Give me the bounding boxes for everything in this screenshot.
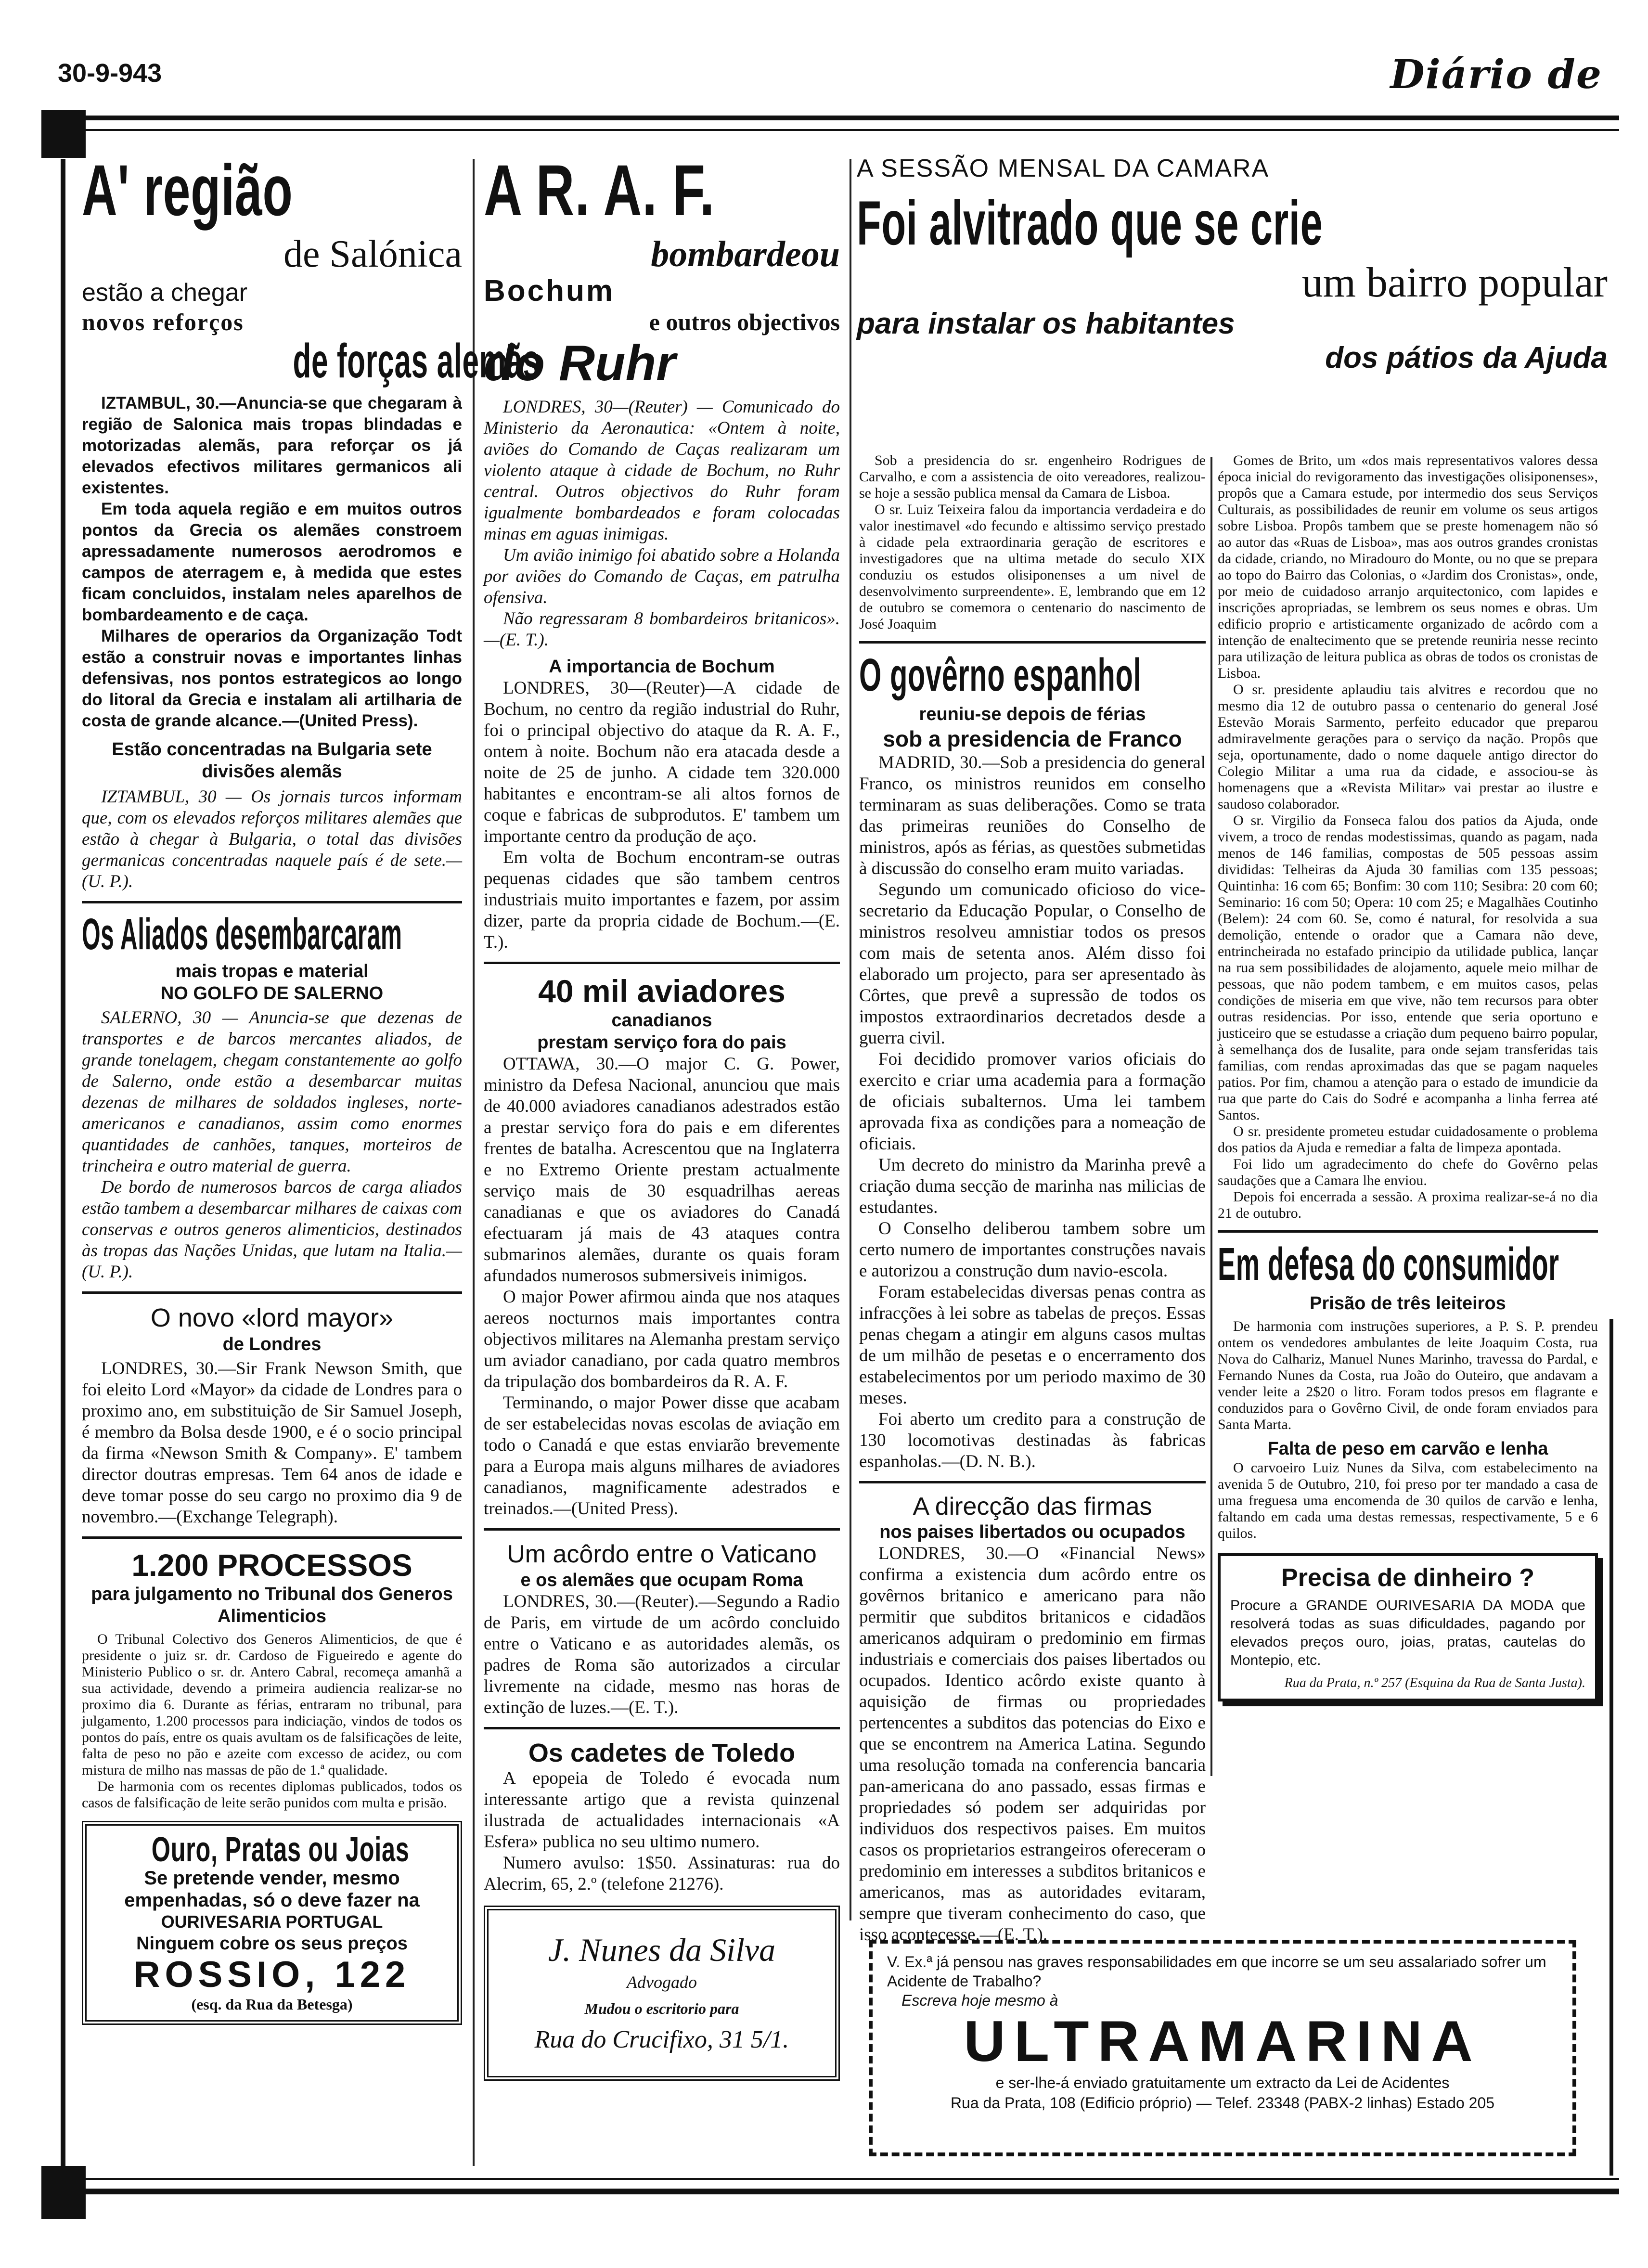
headline-line: bombardeou: [651, 234, 840, 274]
subheading: NO GOLFO DE SALERNO: [160, 983, 384, 1004]
subheading: prestam serviço fora do pais: [537, 1032, 786, 1053]
subheading: para julgamento no Tribunal dos Generos Alimenticios: [91, 1584, 453, 1626]
ad-text: Advogado: [627, 1972, 697, 1992]
headline: Os Aliados desembarcaram: [82, 910, 402, 959]
top-rule: [48, 116, 1619, 131]
paragraph: LONDRES, 30.—O «Financial News» confirma a existencia dum acôrdo entre os govêrnos britanico e americano para não permitir que subditos britanicos e cidadãos americanos adquiram o predominio em firmas industriais e comerciais dos paises libertados ou ocupados. Identico acôrdo existe quanto à aquisição de firmas ou propriedades pertencentes a subditos das potencias do Eixo e que se encontrem na America Latina. Segundo uma resolução tomada na conferencia bancaria pan-americana do ano passado, essas firmas e propriedades só podem ser adquiridas por individuos dos respectivos paises. Em muitos casos os proprietarios estrangeiros ofereceram o predominio em interesses a subditos britanicos e americanos, mas as autoridades evitaram, sempre que tiveram conhecimento do caso, que isso acontecesse.—(E. T.).: [859, 1544, 1206, 1945]
paragraph: O Tribunal Colectivo dos Generos Alimenticios, de que é presidente o juiz sr. dr. Cardoso de Figueiredo e agente do Ministerio Publico o sr. dr. Antero Cabral, recomeça amanhã a sua actividade, devendo a primeira audiencia realizar-se no proximo dia 6. Durante as férias, entraram no tribunal, para julgamento, 1.200 processos para indiciação, vindos de todos os pontos do país, entre os quais avultam os de falsificações de leite, falta de peso no pão e azeite com excesso de acidez, ou com mistura de milho nas massas de pão de 1.ª qualidade.: [82, 1631, 462, 1778]
headline: Um acôrdo entre o Vaticano: [507, 1540, 817, 1568]
headline-line: de Salónica: [283, 233, 462, 275]
paragraph: SALERNO, 30 — Anuncia-se que dezenas de transportes e de barcos mercantes aliados, de grande tonelagem, chegam constantemente ao golfo de Salerno, onde estão a desembarcar muitas dezenas de milhares de soldados ingleses, norte-americanos e canadianos, assim como enormes quantidades de canhões, tanques, morteiros de trincheira e outro material de guerra.: [82, 1008, 462, 1176]
ad-address: Rua do Crucifixo, 31 5/1.: [534, 2026, 789, 2053]
column-rule: [1210, 457, 1212, 1776]
paragraph: LONDRES, 30—(Reuter) — Comunicado do Ministerio da Aeronautica: «Ontem à noite, aviões do Comando de Caças realizaram um violento ataque à cidade de Bochum, no Ruhr central. Outros objectivos do Ruhr foram igualmente bombardeados e foram colocadas minas em aguas inimigas.: [484, 397, 840, 544]
bottom-rule: [48, 2178, 1619, 2194]
ad-text: V. Ex.ª já pensou nas graves responsabilidades em que incorre se um seu assalariado sofrer um Acidente de Trabalho?: [887, 1953, 1546, 1990]
paragraph: MADRID, 30.—Sob a presidencia do general Franco, os ministros reunidos em conselho terminaram as suas deliberações. Como se trata das primeiras reuniões do Conselho de ministros, após as férias, as questões submetidas à discussão do conselho eram muito variadas.: [859, 753, 1206, 878]
headline-line: Bochum: [484, 274, 615, 308]
column-4: [1218, 452, 1598, 1701]
paragraph: A epopeia de Toledo é evocada num interessante artigo que a revista quinzenal ilustrada de actualidades internacionais «A Esfera» publica no seu ultimo numero.: [484, 1768, 840, 1852]
headline: Em defesa do consumidor: [1218, 1238, 1559, 1290]
divider: [859, 1481, 1206, 1483]
paragraph: Foi aberto um credito para a construção de 130 locomotivas destinadas às fabricas espanholas.—(D. N. B.).: [859, 1409, 1206, 1471]
subheading: reuniu-se depois de férias: [919, 704, 1146, 724]
ad-headline: Ouro, Pratas ou Joias: [151, 1830, 410, 1869]
headline: O govêrno espanhol: [859, 649, 1142, 701]
subheading: de Londres: [222, 1334, 322, 1354]
paragraph: OTTAWA, 30.—O major C. G. Power, ministro da Defesa Nacional, anunciou que mais de 40.000 aviadores canadianos adestrados estão a prestar serviço fora do pais e em diferentes frentes de batalha. Acrescentou que na Inglaterra e no Extremo Oriente prestam actualmente serviço mais de 30 esquadrilhas aereas canadianas e que os aviadores do Canadá efectuaram já mais de 43 ataques contra submarinos alemães, durante os quais foram afundados numerosos submersiveis inimigos.: [484, 1054, 840, 1286]
paragraph: Um avião inimigo foi abatido sobre a Holanda por aviões do Comando de Caças, em patrulha ofensiva.: [484, 545, 840, 607]
headline: Foi alvitrado que se crie: [857, 188, 1323, 258]
paragraph: O sr. Luiz Teixeira falou da importancia verdadeira e do valor inestimavel «do fecundo e altissimo serviço prestado à cidade pela extraordinaria geração de escritores e investigadores que na ultima metade do seculo XIX conduziu os estudos olisiponenses a um nivel de desenvolvimento surpreendente». E, lembrando que em 12 de outubro se comemora o centenario do nascimento de José Joaquim: [859, 502, 1206, 632]
paragraph: Milhares de operarios da Organização Todt estão a construir novas e importantes linhas defensivas, nos pontos estrategicos ao longo do litoral da Grecia e instalam ali artilharia de costa de grande alcance.—(United Press).: [82, 627, 462, 730]
ad-text: Escreva hoje mesmo à: [901, 1992, 1058, 2009]
ad-ultramarina: [869, 1940, 1576, 2156]
article-processos: [82, 1547, 462, 1811]
divider: [82, 901, 462, 903]
masthead: [58, 52, 1602, 98]
article-aviadores: [484, 973, 840, 1520]
column-1: [82, 150, 540, 2025]
headline-line: um bairro popular: [1301, 259, 1608, 306]
paragraph: Terminando, o major Power disse que acabam de ser estabelecidas novas escolas de aviação em todo o Canadá e que estas enviarão brevemente para a Europa mais alguns milhares de aviadores canadianos, magnificamente adestrados e treinados.—(United Press).: [484, 1393, 840, 1519]
corner-ornament: [41, 110, 86, 158]
paragraph: IZTAMBUL, 30 — Os jornais turcos informam que, com os elevados reforços militares alemães que estão à chegar à Bulgaria, o total das divisões germanicas concentradas naquele país é de sete.—(U. P.).: [82, 787, 462, 891]
left-border-rule: [61, 159, 65, 2166]
ad-text: Ninguem cobre os seus preços: [136, 1933, 408, 1954]
subheading: e os alemães que ocupam Roma: [520, 1570, 803, 1590]
ad-advogado: [484, 1906, 840, 2081]
paragraph: IZTAMBUL, 30.—Anuncia-se que chegaram à região de Salonica mais tropas blindadas e motorizadas alemãs, para reforçar os já elevados efectivos militares germanicos ali existentes.: [82, 394, 462, 497]
subheading: canadianos: [611, 1010, 712, 1031]
headline-line: para instalar os habitantes: [857, 307, 1235, 340]
article-lord-mayor: [82, 1302, 462, 1528]
ad-address: Rua da Prata, n.º 257 (Esquina da Rua de Santa Justa).: [1284, 1675, 1585, 1690]
divider: [82, 1536, 462, 1539]
ad-text: e ser-lhe-á enviado gratuitamente um extracto da Lei de Acidentes: [995, 2074, 1450, 2091]
divider: [484, 1727, 840, 1729]
divider: [484, 962, 840, 964]
paragraph: Foi lido um agradecimento do chefe do Govêrno pelas saudações que a Camara lhe enviou.: [1218, 1156, 1598, 1188]
article-direccao-firmas: [859, 1492, 1206, 1946]
paragraph: Gomes de Brito, um «dos mais representativos valores dessa época inicial do revigoramento das investigações olisiponenses», propôs que a Camara estude, por intermedio dos seus Serviços Culturais, as possibilidades de reunir em volume os seus artigos sobre Lisboa. Propôs tambem que se preste homenagem não só ao autor das «Ruas de Lisboa», mas aos outros grandes cronistas da cidade, criando, no Miradouro do Monte, ou no que se prepara ao topo do Bairro das Colonias, o «Jardim dos Cronistas», onde, por meio de cuidadoso arranjo arquitectonico, com lapides e inscrições apropriadas, se lembrem os seus nomes e obras. Um edificio proprio e artisticamente organizado de acôrdo com a intenção de enaltecimento que se pretende reuniria nesse recinto para utilização de leitura publica as obras de todos os cronistas de Lisboa.: [1218, 452, 1598, 681]
column-2: [484, 150, 840, 2081]
paragraph: Numero avulso: 1$50. Assinaturas: rua do Alecrim, 65, 2.º (telefone 21276).: [484, 1853, 840, 1894]
paragraph: Segundo um comunicado oficioso do vice-secretario da Educação Popular, o Conselho de ministros resolveu amnistiar todos os presos com mais de setenta anos. Além disso foi elaborado um projecto, para ser apresentado às Côrtes, que prevê a supressão de todos os impostos extraordinarios decretados desde a guerra civil.: [859, 880, 1206, 1048]
subheading: nos paises libertados ou ocupados: [879, 1522, 1185, 1542]
corner-ornament: [41, 2166, 86, 2219]
subheading: Falta de peso em carvão e lenha: [1267, 1439, 1548, 1459]
subheading: sob a presidencia de Franco: [883, 726, 1182, 751]
headline: A direcção das firmas: [913, 1493, 1152, 1521]
divider: [859, 641, 1206, 644]
divider: [1218, 1230, 1598, 1233]
paragraph: Um decreto do ministro da Marinha prevê a criação duma secção de marinha nas milicias de estudantes.: [859, 1155, 1206, 1217]
paragraph: O sr. presidente aplaudiu tais alvitres e recordou que no mesmo dia 12 de outubro passa o centenario do general José Estevão Morais Sarmento, perfeito educador que preparou admiravelmente gerações para o serviço da nação. Propôs que seja, oportunamente, dado o nome daquele antigo director do Colegio Militar a uma rua da cidade, e associou-se às homenagens que a «Revista Militar» vai prestar ao ilustre e saudoso colaborador.: [1218, 682, 1598, 812]
column-3: [859, 452, 1206, 1946]
paragraph: Em volta de Bochum encontram-se outras pequenas cidades que são tambem centros industriais muito importantes e fazem, por assim dizer, parte da propria cidade de Bochum.—(E. T.).: [484, 848, 840, 952]
article-raf: [484, 150, 840, 953]
headline-line: novos reforços: [82, 309, 244, 335]
ad-text: Se pretende vender, mesmo empenhadas, só o deve fazer na: [124, 1868, 420, 1911]
headline: Os cadetes de Toledo: [528, 1739, 796, 1767]
ad-text: Procure a GRANDE OURIVESARIA DA MODA que resolverá todas as suas dificuldades, pagando por elevados preços ouro, joias, pratas, cautelas do Montepio, etc.: [1230, 1598, 1585, 1668]
article-aliados: [82, 912, 462, 1283]
headline: A' região: [82, 150, 293, 231]
column-rule: [850, 159, 851, 1920]
newspaper-title: Diário de: [1390, 52, 1602, 98]
kicker: A SESSÃO MENSAL DA CAMARA: [857, 155, 1270, 182]
column-rule: [473, 159, 475, 2166]
paragraph: LONDRES, 30—(Reuter)—A cidade de Bochum, no centro da região industrial do Ruhr, foi o principal objectivo do ataque da R. A. F., ontem à noite. Bochum não era atacada desde a noite de 25 de junho. A cidade tem 320.000 habitantes e encontram-se ali altos fornos de coque e fabricas de subprodutos. E' tambem um importante centro da produção de aço.: [484, 678, 840, 846]
divider: [82, 1291, 462, 1294]
paragraph: O sr. presidente prometeu estudar cuidadosamente o problema dos patios da Ajuda e remediar a falta de limpeza apontada.: [1218, 1123, 1598, 1156]
ad-address: Rua da Prata, 108 (Edificio próprio) — Telef. 23348 (PABX-2 linhas) Estado 205: [950, 2094, 1495, 2112]
headline: O novo «lord mayor»: [150, 1303, 394, 1332]
right-border-rule: [1609, 1319, 1613, 2176]
headline: A R. A. F.: [484, 150, 715, 231]
paragraph: O Conselho deliberou tambem sobre um certo numero de importantes construções navais e autorizou a construção dum navio-escola.: [859, 1219, 1206, 1281]
ad-name: J. Nunes da Silva: [548, 1932, 776, 1968]
paragraph: O sr. Virgilio da Fonseca falou dos patios da Ajuda, onde vivem, a troco de rendas modestissimas, quando as pagam, nada menos de 146 familias, compostas de 505 pessoas assim divididas: Telheiras da Ajuda 30 familias com 135 pessoas; Quintinha: 16 com 65; Bonfim: 30 com 110; Sesibra: 20 com 60; Seminario: 16 com 50; Opera: 10 com 25; e Magalhães Coutinho (Belem): 24 com 60. Se, como é natural, for resolvida a sua demolição, entende o orador que a Camara não deve, entrincheirada no estafado principio da utilidade publica, lançar na rua sem possibilidades de alojamento, aquele meio milhar de pessoas, que não podem tambem, e em muitos casos, pelas condições de miseria em que vive, não tem recursos para obter outras residencias. Por isso, entende que seria oportuno e justiceiro que se estudasse a criação dum pequeno bairro popular, à semelhança dos de Iusalite, para onde sejam transferidas tais familias, com rendas aproximadas das que se pagam naqueles patios. Por fim, chamou a atenção para o estado de imundicie da rua que parte do Cais do Sodré e acompanha a linha ferrea até Santos.: [1218, 812, 1598, 1123]
headline-line: do Ruhr: [484, 335, 676, 391]
paragraph: Em toda aquela região e em muitos outros pontos da Grecia os alemães constroem apressadamente numerosos aerodromos e campos de aterragem e, à medida que estes ficam concluidos, instalam neles aparelhos de bombardeamento e de caça.: [82, 500, 462, 624]
subheading: mais tropas e material: [175, 961, 369, 981]
camara-headline-block: [857, 154, 1608, 375]
ad-ourivesaria-portugal: [82, 1821, 462, 2025]
paragraph: LONDRES, 30.—(Reuter).—Segundo a Radio de Paris, em virtude de um acôrdo concluido entre o Vaticano e as autoridades alemãs, os padres de Roma são autorizados a circular livremente na cidade, mesmo nas horas de extinção de luzes.—(E. T.).: [484, 1592, 840, 1717]
paragraph: O major Power afirmou ainda que nos ataques aereos nocturnos mais importantes contra objectivos militares na Alemanha prestam serviço um aviador canadiano, por cada quatro membros da tripulação dos bombardeiros da R. A. F.: [484, 1287, 840, 1392]
subheading: A importancia de Bochum: [549, 657, 775, 677]
ad-text: OURIVESARIA PORTUGAL: [161, 1912, 383, 1932]
article-salonica: [82, 150, 540, 892]
headline: 1.200 PROCESSOS: [131, 1548, 412, 1583]
article-consumidor: [1218, 1238, 1598, 1542]
article-toledo: [484, 1738, 840, 1895]
ad-text: Mudou o escritorio para: [584, 2000, 739, 2017]
ad-text: (esq. da Rua da Betesga): [191, 1996, 353, 2013]
headline-line: de forças alemãs: [293, 334, 540, 388]
ad-brand: ULTRAMARINA: [964, 2009, 1481, 2074]
headline-line: estão a chegar: [82, 279, 248, 307]
divider: [484, 1528, 840, 1531]
ad-headline: Precisa de dinheiro ?: [1281, 1564, 1534, 1592]
paragraph: Foram estabelecidas diversas penas contra as infracções à lei sobre as tabelas de preços. Essas penas chegam a atingir em alguns casos multas de um milhão de pesetas e o encerramento dos estabelecimentos por um periodo maximo de 30 meses.: [859, 1282, 1206, 1408]
article-vaticano: [484, 1539, 840, 1718]
paragraph: De harmonia com os recentes diplomas publicados, todos os casos de falsificação de leite serão punidos com multa e prisão.: [82, 1778, 462, 1811]
headline: 40 mil aviadores: [538, 973, 785, 1009]
paragraph: De harmonia com instruções superiores, a P. S. P. prendeu ontem os vendedores ambulantes de leite Joaquim Costa, rua Nova do Calhariz, Manuel Nunes Marinho, travessa do Pardal, e Fernando Nunes da Costa, rua João do Outeiro, que andavam a vender leite a 2$20 o litro. Foram todos presos em flagrante e conduzidos para o Govêrno Civil, de onde foram enviados para Santa Marta.: [1218, 1318, 1598, 1432]
ad-address: ROSSIO, 122: [133, 1954, 411, 1995]
paragraph: Não regressaram 8 bombardeiros britanicos».—(E. T.).: [484, 609, 840, 650]
subheading: Prisão de três leiteiros: [1310, 1293, 1506, 1314]
paragraph: Depois foi encerrada a sessão. A proxima realizar-se-á no dia 21 de outubro.: [1218, 1189, 1598, 1221]
headline-line: dos pátios da Ajuda: [1325, 341, 1608, 374]
paragraph: Sob a presidencia do sr. engenheiro Rodrigues de Carvalho, e com a assistencia de oito vereadores, realizou-se hoje a sessão publica mensal da Camara de Lisboa.: [859, 452, 1206, 501]
article-governo-espanhol: [859, 649, 1206, 1472]
headline-line: e outros objectivos: [649, 309, 840, 335]
paragraph: Foi decidido promover varios oficiais do exercito e criar uma academia para a formação de oficiais subalternos. Uma lei tambem aprovada fixa as condições para a nomeação de oficiais.: [859, 1049, 1206, 1154]
paragraph: LONDRES, 30.—Sir Frank Newson Smith, que foi eleito Lord «Mayor» da cidade de Londres para o proximo ano, em substituição de Sir Samuel Joseph, é membro da Bolsa desde 1900, e é o socio principal da firma «Newson Smith & Company». E' tambem director doutras empresas. Tem 64 anos de idade e deve tomar posse do seu cargo no proximo dia 9 de novembro.—(Exchange Telegraph).: [82, 1359, 462, 1527]
subheading: Estão concentradas na Bulgaria sete divisões alemãs: [112, 739, 432, 782]
issue-date: 30-9-943: [58, 59, 162, 88]
paragraph: De bordo de numerosos barcos de carga aliados estão tambem a desembarcar milhares de caixas com conservas e outros generos alimenticios, destinados às tropas das Nações Unidas, que lutam na Italia.—(U. P.).: [82, 1177, 462, 1282]
ad-ourivesaria-moda: [1218, 1553, 1598, 1701]
paragraph: O carvoeiro Luiz Nunes da Silva, com estabelecimento na avenida 5 de Outubro, 210, foi preso por ter mandado a casa de uma freguesa uma encomenda de 30 quilos de carvão e lenha, faltando em cada uma destas remessas, respectivamente, 5 e 6 quilos.: [1218, 1460, 1598, 1541]
